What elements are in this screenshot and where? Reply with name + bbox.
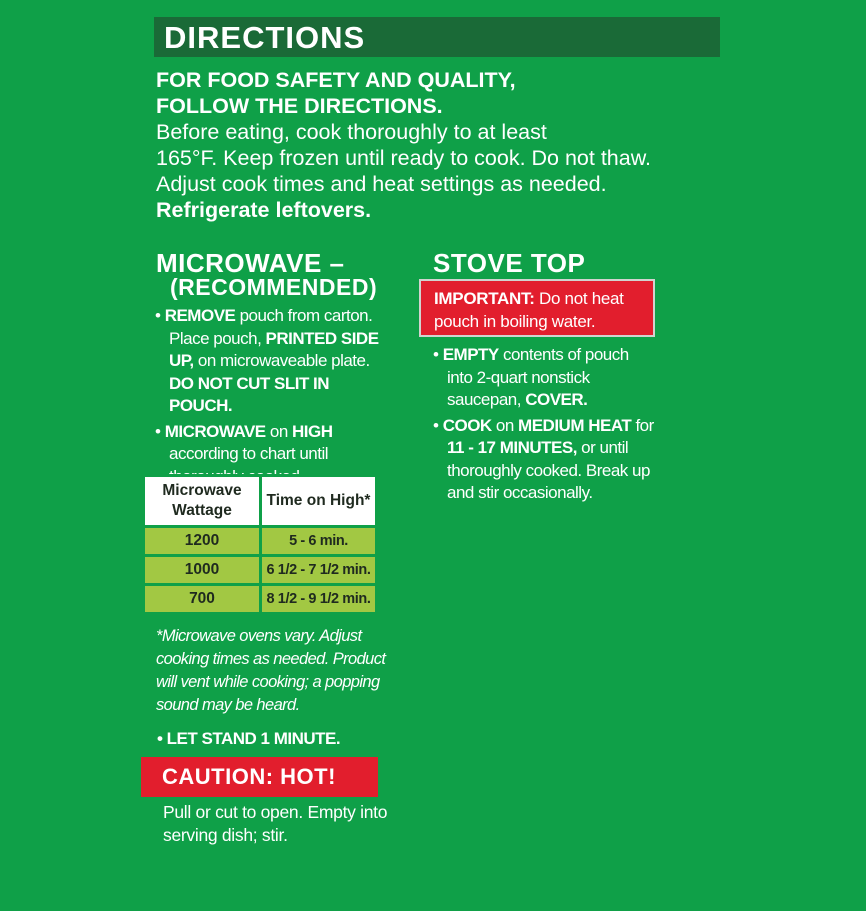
table-cell-wattage: 700 [144,585,261,614]
stovetop-step-cook: • COOK on MEDIUM HEAT for 11 - 17 MINUTES, or until thoroughly cooked. Break up and stir occasionally. [433,415,654,502]
microwave-time-table [142,474,378,615]
directions-header [154,17,720,57]
table-header-row [144,476,377,527]
intro-line-5: Adjust cook times and heat settings as needed. [156,172,607,196]
microwave-subtitle: (RECOMMENDED) [170,274,378,300]
caution-text: Pull or cut to open. Empty into serving dish; stir. [163,802,388,845]
table-header-wattage: Microwave Wattage [144,476,261,527]
stovetop-title: STOVE TOP [433,248,586,278]
page-title: DIRECTIONS [164,20,366,55]
microwave-steps [155,305,380,491]
table-cell-wattage: 1200 [144,527,261,556]
table-row [144,556,377,585]
table-header-time: Time on High* [261,476,377,527]
table-cell-wattage: 1000 [144,556,261,585]
important-warning-box [419,279,655,337]
intro-text [156,67,756,223]
intro-line-6: Refrigerate leftovers. [156,198,372,222]
intro-line-2: FOLLOW THE DIRECTIONS. [156,94,443,118]
intro-line-3: Before eating, cook thoroughly to at least [156,120,547,144]
stovetop-steps [433,344,658,508]
table-row [144,585,377,614]
microwave-note: *Microwave ovens vary. Adjust cooking times as needed. Product will vent while cooking; a popping sound may be heard. [156,627,386,714]
let-stand-step: • LET STAND 1 MINUTE. [157,729,341,748]
stovetop-step-empty: • EMPTY contents of pouch into 2-quart nonstick saucepan, COVER. [433,345,629,409]
microwave-step-remove: • REMOVE pouch from carton. Place pouch, PRINTED SIDE UP, on microwaveable plate. DO NOT CUT SLIT IN POUCH. [155,306,379,415]
caution-banner [141,757,378,797]
important-text: IMPORTANT: Do not heat pouch in boiling water. [434,289,624,331]
intro-line-4: 165°F. Keep frozen until ready to cook. Do not thaw. [156,146,652,170]
table-cell-time: 5 - 6 min. [261,527,377,556]
intro-line-1: FOR FOOD SAFETY AND QUALITY, [156,68,516,92]
microwave-title: MICROWAVE – [156,248,345,278]
table-row [144,527,377,556]
table-cell-time: 6 1/2 - 7 1/2 min. [261,556,377,585]
microwave-step-heat: • MICROWAVE on HIGH according to chart until [155,421,333,463]
table-cell-time: 8 1/2 - 9 1/2 min. [261,585,377,614]
caution-label: CAUTION: HOT! [162,764,336,789]
